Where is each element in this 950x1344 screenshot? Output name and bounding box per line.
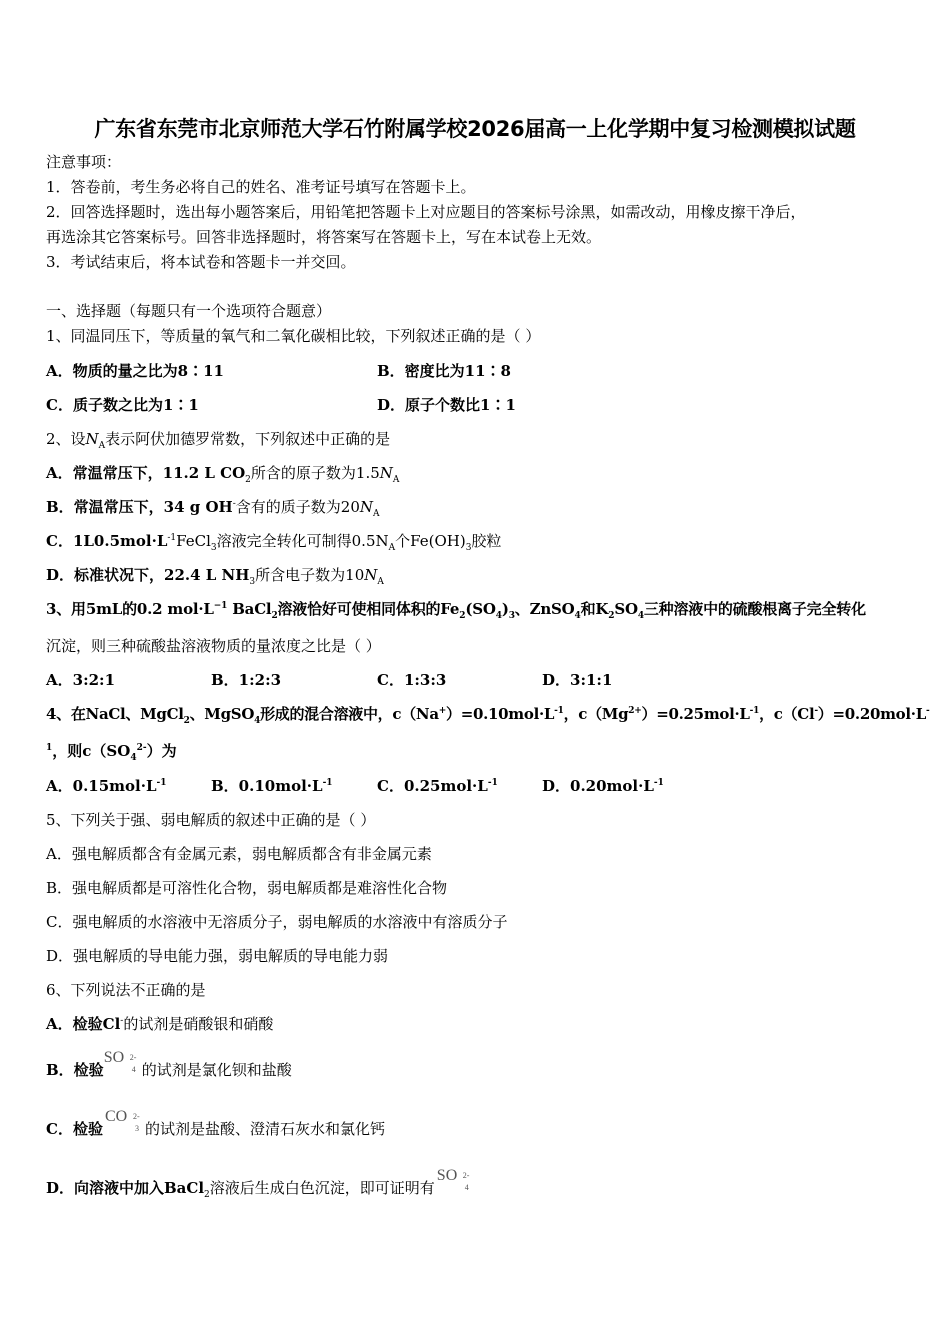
q4-option-a: A．$0.15mol\cdot L^{-1}$ bbox=[46, 777, 167, 795]
q5-stem: 5、下列关于强、弱电解质的叙述中正确的是（ ） bbox=[46, 811, 376, 829]
q3-option-b: B．1:2:3 bbox=[211, 671, 282, 689]
so4-formula-image: SO 2- 4 bbox=[103, 1049, 137, 1074]
page-title: 广东省东莞市北京师范大学石竹附属学校2026届高一上化学期中复习检测模拟试题 bbox=[94, 117, 856, 141]
co3-formula-image: CO 2- 3 bbox=[104, 1108, 140, 1133]
q4-stem-line2: $^1$，则$c(SO_4^{2-})$为 bbox=[46, 742, 177, 763]
q6-option-a: A．检验Cl-的试剂是硝酸银和硝酸 bbox=[46, 1015, 274, 1033]
q6-option-b: B．检验 SO 2- 4 的试剂是氯化钡和盐酸 bbox=[46, 1049, 292, 1079]
na-symbol: N bbox=[85, 430, 99, 448]
q2-option-a: A．常温常压下，11.2 L $CO_2$所含的原子数为$1.5N_A$ bbox=[46, 464, 400, 485]
so4-formula-image-2: SO 2- 4 bbox=[436, 1167, 470, 1192]
section-heading: 一、选择题（每题只有一个选项符合题意） bbox=[46, 302, 332, 320]
q3-stem-line2: 沉淀，则三种硫酸盐溶液物质的量浓度之比是（ ） bbox=[46, 637, 381, 655]
q5-option-a: A．强电解质都含有金属元素，弱电解质都含有非金属元素 bbox=[46, 845, 432, 863]
q5-option-b: B．强电解质都是可溶性化合物，弱电解质都是难溶性化合物 bbox=[46, 879, 448, 897]
q5-option-d: D．强电解质的导电能力强，弱电解质的导电能力弱 bbox=[46, 947, 389, 965]
q3-option-a: A．3:2:1 bbox=[46, 671, 116, 689]
notice-item-2: 2．回答选择题时，选出每小题答案后，用铅笔把答题卡上对应题目的答案标号涂黑，如需改动，用橡皮擦干净后， bbox=[46, 203, 806, 221]
q4-option-c: C．$0.25mol\cdot L^{-1}$ bbox=[377, 777, 498, 795]
q1-stem: 1、同温同压下，等质量的氧气和二氧化碳相比较，下列叙述正确的是（ ） bbox=[46, 327, 541, 345]
notice-item-3: 3．考试结束后，将本试卷和答题卡一并交回。 bbox=[46, 253, 356, 271]
q4-stem-line1: 4、在NaCl、MgCl$_2$、MgSO$_4$形成的混合溶液中，$c(Na^+)=0.10mol\cdot L^{-1}$，$c(Mg^{2+})=0.25mol\cdot L^{-1}$，c（Cl-）=0.20mol·L- bbox=[46, 705, 930, 726]
q4-option-d: D．$0.20mol\cdot L^{-1}$ bbox=[542, 777, 664, 795]
q5-option-c: C．强电解质的水溶液中无溶质分子，弱电解质的水溶液中有溶质分子 bbox=[46, 913, 508, 931]
q2-stem: 2、设$N_A$表示阿伏加德罗常数，下列叙述中正确的是 bbox=[46, 430, 391, 451]
q1-option-d: D．原子个数比1∶1 bbox=[377, 396, 516, 414]
q2-option-b: B．常温常压下，34 g OH-含有的质子数为$20N_A$ bbox=[46, 498, 380, 519]
notice-heading: 注意事项： bbox=[46, 153, 122, 171]
q2-option-d: D．标准状况下，22.4 L $NH_3$所含电子数为$10N_A$ bbox=[46, 566, 384, 587]
notice-item-2-cont: 再选涂其它答案标号。回答非选择题时，将答案写在答题卡上，写在本试卷上无效。 bbox=[46, 228, 602, 246]
q3-option-c: C．1:3:3 bbox=[377, 671, 447, 689]
q1-option-b: B．密度比为11∶8 bbox=[377, 362, 511, 380]
q6-option-d: D．向溶液中加入BaCl$_2$溶液后生成白色沉淀，即可证明有 SO 2- 4 bbox=[46, 1178, 475, 1198]
q3-option-d: D．3:1:1 bbox=[542, 671, 613, 689]
q2-option-c: C．$1L0.5mol\cdot L^{-1}FeCl_3$溶液完全转化可制得$0.5N_A$个$Fe(OH)_3$胶粒 bbox=[46, 532, 502, 553]
q6-option-c: C．检验 CO 2- 3 的试剂是盐酸、澄清石灰水和氯化钙 bbox=[46, 1108, 385, 1138]
q1-option-a: A．物质的量之比为8∶11 bbox=[46, 362, 224, 380]
q3-stem-line1: 3、用5mL的0.2 $mol\cdot L^{-1}$ BaCl$_2$溶液恰好可使相同体积的$Fe_2(SO_4)_3$、ZnSO$_4$和$K_2SO_4$三种溶液中的硫酸根离子完全转化 bbox=[46, 600, 866, 621]
q6-stem: 6、下列说法不正确的是 bbox=[46, 981, 206, 999]
q1-option-c: C．质子数之比为1∶1 bbox=[46, 396, 199, 414]
q4-option-b: B．$0.10mol\cdot L^{-1}$ bbox=[211, 777, 333, 795]
notice-item-1: 1．答卷前，考生务必将自己的姓名、准考证号填写在答题卡上。 bbox=[46, 178, 476, 196]
